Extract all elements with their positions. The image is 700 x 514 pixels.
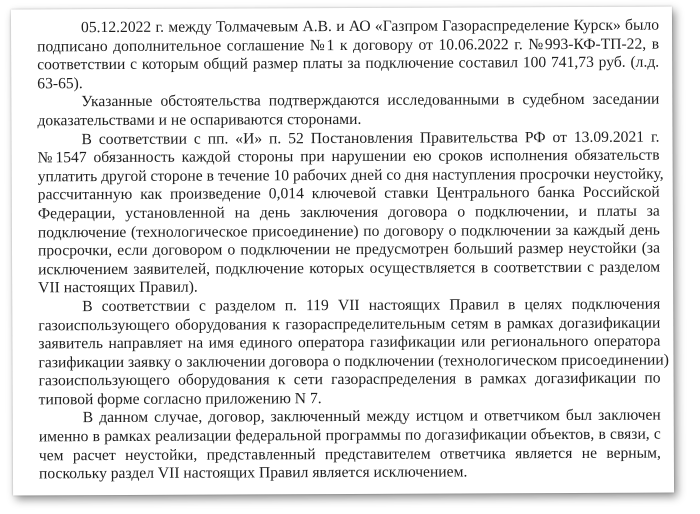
document-body (37, 16, 669, 485)
text-line: типовой форме согласно приложению N 7. (38, 389, 322, 409)
paragraph-agreement (37, 17, 659, 94)
text-line: подключение (технологическое присоединение) по договору о подключении за каждый день (37, 221, 660, 241)
text-line: Федерации, установленной на день заключения договора о подключении, и платы за (37, 202, 660, 223)
text-line: заявитель направляет на имя единого оператора газификации или регионального оператора (38, 332, 661, 353)
text-line: Указанные обстоятельства подтверждаются исследованными в судебном заседании (81, 90, 660, 111)
text-line: 05.12.2022 г. между Толмачевым А.В. и АО «Газпром Газораспределение Курск» было (80, 16, 660, 37)
text-line: газоиспользующего оборудования к сети газораспределения в рамках догазификации по (38, 369, 661, 390)
text-line: уплатить другой стороне в течение 10 рабочих дней со дня наступления просрочки неустойку, (37, 165, 664, 186)
text-line: доказательствами и не оспариваются сторонами. (37, 110, 362, 130)
text-line: соответствии с которым общий размер платы за подключение составил 100 741,73 руб. (л.д. (37, 53, 660, 74)
text-line: №1547 обязанность каждой стороны при нарушении ею сроков исполнения обязательств (37, 146, 660, 167)
text-line: газификации заявку о заключении договора о подключении (технологическом присоединении) (38, 351, 669, 372)
paragraph-regulation-52 (37, 128, 664, 298)
text-line: поскольку раздел VII настоящих Правил является исключением. (38, 463, 468, 483)
text-line: В соответствии с пп. «И» п. 52 Постановления Правительства РФ от 13.09.2021 г. (81, 128, 660, 148)
text-line: В данном случае, договор, заключенный между истцом и ответчиком был заключен (82, 407, 661, 427)
text-line: чем расчет неустойки, представленный представителем ответчика является не верным, (38, 444, 661, 464)
paragraph-section-119 (38, 295, 669, 410)
text-line: исключением заявителей, подключение которых осуществляется в соответствии с разделом (38, 258, 661, 279)
paragraph-circumstances (37, 91, 659, 131)
text-line: VII настоящих Правил). (38, 278, 198, 297)
document-sheet (11, 7, 674, 496)
text-line: просрочки, если договором о подключении не предусмотрен больший размер неустойки (за (37, 239, 661, 260)
text-line: рассчитанную как произведение 0,014 ключевой ставки Центрального банка Российской (37, 183, 660, 204)
paragraph-conclusion (39, 407, 661, 484)
text-line: подписано дополнительное соглашение №1 к договору от 10.06.2022 г. №993-КФ-ТП-22, в (37, 35, 660, 55)
text-line: 63-65). (37, 74, 83, 93)
text-line: именно в рамках реализации федеральной программы по догазификации объектов, в связи, с (38, 425, 661, 446)
text-line: В соответствии с разделом п. 119 VII настоящих Правил в целях подключения (82, 295, 661, 316)
text-line: газоиспользующего оборудования к газораспределительным сетям в рамках догазификации (38, 314, 661, 334)
